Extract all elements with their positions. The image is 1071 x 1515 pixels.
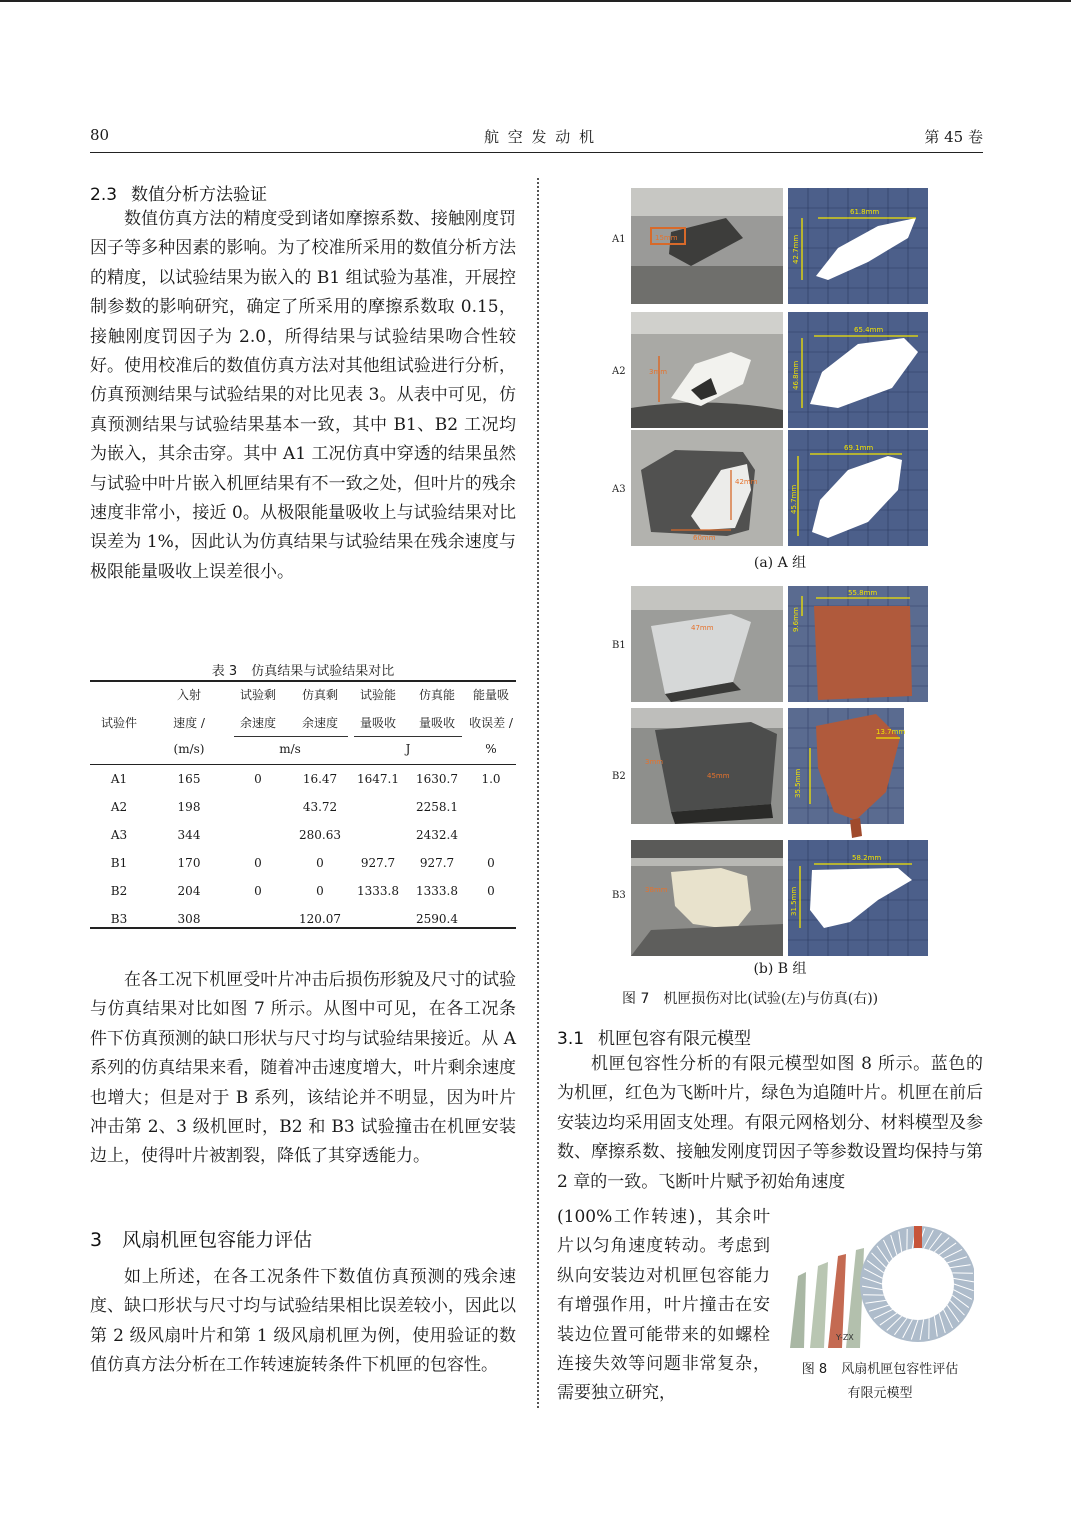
svg-text:55.8mm: 55.8mm: [848, 589, 878, 597]
table-cell: 927.7: [360, 856, 396, 870]
table-cell: 16.47: [302, 772, 338, 786]
table-cell: 280.63: [299, 828, 341, 842]
subcaption-b: (b) B 组: [753, 961, 807, 977]
svg-text:58.2mm: 58.2mm: [852, 854, 882, 862]
table-cell: 0: [254, 856, 262, 870]
sim-b1: [788, 586, 928, 702]
svg-text:3mm: 3mm: [645, 758, 664, 766]
table-cell: 170: [177, 856, 201, 870]
table-cell: 43.72: [302, 800, 338, 814]
svg-text:45.7mm: 45.7mm: [790, 484, 798, 514]
table-bottom-rule: [90, 927, 516, 929]
svg-text:69.1mm: 69.1mm: [844, 444, 874, 452]
sim-a1: [788, 188, 928, 304]
table-cell: 1333.8: [357, 884, 399, 898]
journal-title: 航 空 发 动 机: [483, 128, 597, 146]
table-cell: 0: [487, 884, 495, 898]
table-cell: A2: [110, 800, 128, 814]
table-cell: A1: [110, 772, 128, 786]
table-cell: 1630.7: [416, 772, 458, 786]
table-cell: 0: [316, 884, 324, 898]
svg-text:42.7mm: 42.7mm: [792, 234, 800, 264]
figure-8-caption: 图 8 风扇机匣包容性评估 有限元模型: [801, 1362, 959, 1401]
table-cell: 308: [177, 912, 201, 926]
svg-text:3mm: 3mm: [649, 368, 668, 376]
page-number: 80: [90, 126, 110, 144]
table-cell: 344: [177, 828, 201, 842]
photo-a3-test: [631, 430, 783, 546]
sim-b3: [788, 840, 928, 956]
svg-text:47mm: 47mm: [691, 624, 714, 632]
table-cell: 1647.1: [357, 772, 399, 786]
svg-text:Y-ZX: Y-ZX: [836, 1333, 854, 1342]
table-cell: 165: [177, 772, 201, 786]
table-cell: B1: [110, 856, 128, 870]
row-label-b1: B1: [612, 640, 626, 651]
table-cell: 1.0: [481, 772, 501, 786]
row-label-a3: A3: [612, 484, 626, 495]
table-cell: 0: [487, 856, 495, 870]
row-label-b2: B2: [612, 771, 626, 782]
subcaption-a: (a) A 组: [753, 555, 807, 571]
table-top-rule: [90, 680, 516, 682]
section-3-1-paragraph-continued: (100%工作转速)，其余叶片以匀角速度转动。考虑到纵向安装边对机匣包容能力有增强作用，叶片撞击在安装边位置可能带来的如螺栓连接失效等问题非常复杂，需要独立研究，: [557, 1207, 770, 1404]
figure-7-caption: 图 7 机匣损伤对比(试验(左)与仿真(右)): [622, 991, 879, 1007]
photo-b1-test: [631, 586, 783, 702]
table-cell: 2258.1: [416, 800, 458, 814]
svg-text:65.4mm: 65.4mm: [854, 326, 884, 334]
table-3-caption: 表 3 仿真结果与试验结果对比: [211, 664, 395, 679]
table-cell: 1333.8: [416, 884, 458, 898]
sim-a3: [788, 430, 928, 546]
top-border: [0, 0, 1071, 2]
svg-text:31.5mm: 31.5mm: [790, 886, 798, 916]
photo-a2-test: [631, 312, 783, 428]
sim-a2: [788, 312, 928, 428]
table-cell: 0: [254, 884, 262, 898]
table-cell: 204: [177, 884, 201, 898]
table-cell: 0: [316, 856, 324, 870]
sim-b2: [788, 708, 928, 838]
svg-text:42mm: 42mm: [735, 478, 758, 486]
section-2-3-paragraph: 数值仿真方法的精度受到诸如摩擦系数、接触刚度罚因子等多种因素的影响。为了校准所采用的数值分析方法的精度，以试验结果为嵌入的 B1 组试验为基准，开展控制参数的影响研究，确定了所采用的摩擦系数取 0.15，接触刚度罚因子为 2.0，所得结果与试验结果吻合性较好。使用校准后的数值仿真方法对其他组试验进行分析，仿真预测结果与试验结果的对比见表 3。从表中可见，仿真预测结果与试验结果基本一致，其中 B1、B2 工况均为嵌入，其余击穿。其中 A1 工况仿真中穿透的结果虽然与试验中叶片嵌入机匣结果有不一致之处，但叶片的残余速度非常小，接近 0。从极限能量吸收上与试验结果对比误差为 1%，因此认为仿真结果与试验结果在残余速度与极限能量吸收上误差很小。: [90, 209, 516, 582]
volume-number: 第 45 卷: [924, 128, 983, 146]
header-rule: [90, 152, 983, 153]
section-3-1-heading: 3.1 机匣包容有限元模型: [557, 1029, 752, 1049]
svg-text:15mm: 15mm: [655, 234, 678, 242]
section-2-3-heading: 2.3 数值分析方法验证: [90, 185, 268, 205]
svg-text:35.5mm: 35.5mm: [794, 768, 802, 798]
section-3-1-paragraph: 机匣包容性分析的有限元模型如图 8 所示。蓝色的为机匣，红色为飞断叶片，绿色为追随叶片。机匣在前后安装边均采用固支处理。有限元网格划分、材料模型及参数、摩擦系数、接触发刚度罚因子等参数设置均保持与第 2 章的一致。飞断叶片赋予初始角速度: [557, 1054, 983, 1192]
svg-text:45mm: 45mm: [707, 772, 730, 780]
table-cell: 198: [177, 800, 201, 814]
svg-text:60mm: 60mm: [693, 534, 716, 542]
table-cell: A3: [110, 828, 128, 842]
svg-text:38mm: 38mm: [645, 886, 668, 894]
table-header-rule: [90, 764, 516, 765]
table-cell: 0: [254, 772, 262, 786]
figure-8-fem-model: [784, 1216, 974, 1352]
table-cell: B3: [110, 912, 128, 926]
photo-b3-test: [631, 840, 783, 956]
column-divider: [537, 178, 539, 1408]
svg-text:13.7mm: 13.7mm: [876, 728, 906, 736]
row-label-a1: A1: [612, 234, 626, 245]
section-3-heading: 3 风扇机匣包容能力评估: [90, 1229, 313, 1251]
table-cell: 927.7: [419, 856, 455, 870]
table-cell: 2590.4: [416, 912, 458, 926]
row-label-b3: B3: [612, 890, 626, 901]
table-cell: 120.07: [299, 912, 341, 926]
table-cell: B2: [110, 884, 128, 898]
svg-text:61.8mm: 61.8mm: [850, 208, 880, 216]
svg-text:46.8mm: 46.8mm: [792, 360, 800, 390]
svg-text:9.6mm: 9.6mm: [792, 607, 800, 632]
section-3-paragraph: 如上所述，在各工况条件下数值仿真预测的残余速度、缺口形状与尺寸均与试验结果相比误差较小，因此以第 2 级风扇叶片和第 1 级风扇机匣为例，使用验证的数值仿真方法分析在工作转速旋转条件下机匣的包容性。: [90, 1267, 516, 1376]
figure-7-discussion-paragraph: 在各工况下机匣受叶片冲击后损伤形貌及尺寸的试验与仿真结果对比如图 7 所示。从图中可见，在各工况条件下仿真预测的缺口形状与尺寸均与试验结果接近。从 A 系列的仿真结果来看，随着冲击速度增大，叶片剩余速度也增大；但是对于 B 系列，该结论并不明显，因为叶片冲击第 2、3 级机匣时，B2 和 B3 试验撞击在机匣安装边上，使得叶片被割裂，降低了其穿透能力。: [90, 970, 516, 1167]
photo-a1-test: [631, 188, 783, 304]
row-label-a2: A2: [612, 366, 626, 377]
table-cell: 2432.4: [416, 828, 458, 842]
photo-b2-test: [631, 708, 783, 824]
